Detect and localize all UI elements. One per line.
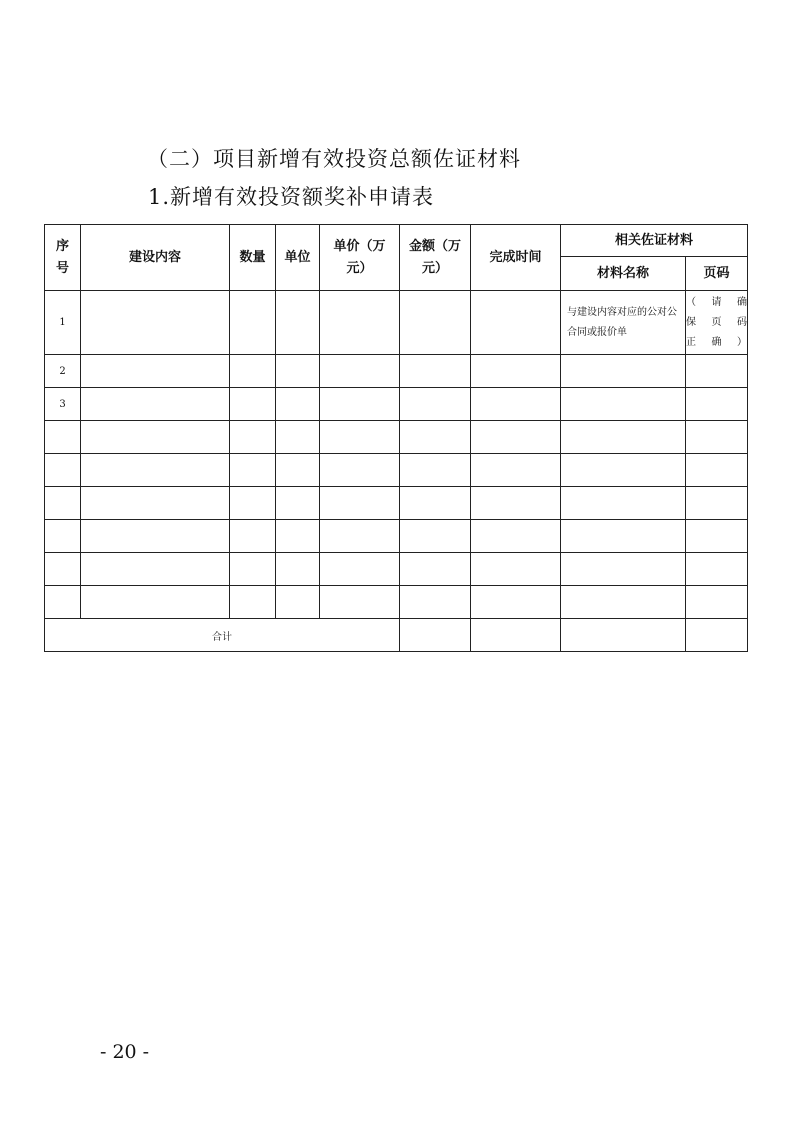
content-cell xyxy=(81,291,230,355)
unit-cell xyxy=(276,355,320,388)
header-evidence: 相关佐证材料 xyxy=(561,225,748,257)
seq-cell xyxy=(45,487,81,520)
total-page-cell xyxy=(686,619,748,652)
qty-cell xyxy=(230,520,276,553)
unit-cell xyxy=(276,553,320,586)
qty-cell xyxy=(230,388,276,421)
header-seq-text: 序号 xyxy=(55,238,69,276)
price-cell xyxy=(320,355,400,388)
time-cell xyxy=(471,291,561,355)
application-table xyxy=(44,224,748,652)
header-page: 页码 xyxy=(686,257,748,291)
content-cell xyxy=(81,454,230,487)
amount-cell xyxy=(400,454,471,487)
table-row xyxy=(45,388,748,421)
total-time-cell xyxy=(471,619,561,652)
table-row xyxy=(45,355,748,388)
qty-cell xyxy=(230,355,276,388)
seq-cell: 1 xyxy=(45,291,81,355)
time-cell xyxy=(471,520,561,553)
total-material-cell xyxy=(561,619,686,652)
header-time: 完成时间 xyxy=(471,225,561,291)
total-label: 合计 xyxy=(45,619,400,652)
material-name-cell xyxy=(561,421,686,454)
header-amount xyxy=(400,225,471,291)
material-name-cell xyxy=(561,388,686,421)
price-cell xyxy=(320,388,400,421)
header-content: 建设内容 xyxy=(81,225,230,291)
header-seq xyxy=(45,225,81,291)
qty-cell xyxy=(230,454,276,487)
content-cell xyxy=(81,520,230,553)
price-cell xyxy=(320,454,400,487)
material-name-cell xyxy=(561,553,686,586)
content-cell xyxy=(81,586,230,619)
seq-cell: 3 xyxy=(45,388,81,421)
unit-cell xyxy=(276,388,320,421)
page-cell xyxy=(686,520,748,553)
total-amount-cell xyxy=(400,619,471,652)
section-heading: （二）项目新增有效投资总额佐证材料 xyxy=(147,147,521,171)
time-cell xyxy=(471,586,561,619)
seq-cell xyxy=(45,586,81,619)
price-cell xyxy=(320,291,400,355)
seq-cell: 2 xyxy=(45,355,81,388)
time-cell xyxy=(471,487,561,520)
page-note-line: （请确 xyxy=(686,296,748,308)
total-row xyxy=(45,619,748,652)
amount-cell xyxy=(400,291,471,355)
qty-cell xyxy=(230,553,276,586)
unit-cell xyxy=(276,586,320,619)
page-note-line: 正确） xyxy=(686,336,748,348)
amount-cell xyxy=(400,520,471,553)
header-unit: 单位 xyxy=(276,225,320,291)
header-material-name: 材料名称 xyxy=(561,257,686,291)
content-cell xyxy=(81,553,230,586)
time-cell xyxy=(471,553,561,586)
unit-cell xyxy=(276,520,320,553)
table-row xyxy=(45,520,748,553)
seq-cell xyxy=(45,454,81,487)
unit-cell xyxy=(276,487,320,520)
header-price-text: 单价（万元） xyxy=(333,238,386,276)
table-row xyxy=(45,421,748,454)
page-cell xyxy=(686,586,748,619)
content-cell xyxy=(81,421,230,454)
header-price xyxy=(320,225,400,291)
table-row xyxy=(45,454,748,487)
seq-cell xyxy=(45,553,81,586)
amount-cell xyxy=(400,355,471,388)
header-qty: 数量 xyxy=(230,225,276,291)
price-cell xyxy=(320,553,400,586)
page-cell xyxy=(686,454,748,487)
amount-cell xyxy=(400,388,471,421)
material-name-cell xyxy=(561,454,686,487)
table-row xyxy=(45,586,748,619)
material-name-cell xyxy=(561,355,686,388)
material-name-cell xyxy=(561,291,686,355)
amount-cell xyxy=(400,553,471,586)
price-cell xyxy=(320,520,400,553)
amount-cell xyxy=(400,421,471,454)
qty-cell xyxy=(230,586,276,619)
amount-cell xyxy=(400,586,471,619)
material-name-cell xyxy=(561,520,686,553)
material-name-text: 与建设内容对应的公对公合同或报价单 xyxy=(567,306,677,338)
price-cell xyxy=(320,421,400,454)
page-cell xyxy=(686,487,748,520)
seq-cell xyxy=(45,421,81,454)
qty-cell xyxy=(230,487,276,520)
page-note-line: 保页码 xyxy=(686,316,748,328)
qty-cell xyxy=(230,421,276,454)
page-cell xyxy=(686,388,748,421)
price-cell xyxy=(320,586,400,619)
page-cell xyxy=(686,291,748,355)
qty-cell xyxy=(230,291,276,355)
content-cell xyxy=(81,388,230,421)
seq-cell xyxy=(45,520,81,553)
table-row xyxy=(45,291,748,355)
content-cell xyxy=(81,487,230,520)
page-cell xyxy=(686,355,748,388)
unit-cell xyxy=(276,454,320,487)
unit-cell xyxy=(276,421,320,454)
page-number: - 20 - xyxy=(100,1041,150,1063)
material-name-cell xyxy=(561,487,686,520)
page-cell xyxy=(686,553,748,586)
header-amount-text: 金额（万元） xyxy=(408,238,461,276)
time-cell xyxy=(471,355,561,388)
table-row xyxy=(45,487,748,520)
page-cell xyxy=(686,421,748,454)
table-row xyxy=(45,553,748,586)
time-cell xyxy=(471,421,561,454)
time-cell xyxy=(471,388,561,421)
unit-cell xyxy=(276,291,320,355)
price-cell xyxy=(320,487,400,520)
table-title: 1.新增有效投资额奖补申请表 xyxy=(148,185,435,209)
time-cell xyxy=(471,454,561,487)
content-cell xyxy=(81,355,230,388)
material-name-cell xyxy=(561,586,686,619)
amount-cell xyxy=(400,487,471,520)
